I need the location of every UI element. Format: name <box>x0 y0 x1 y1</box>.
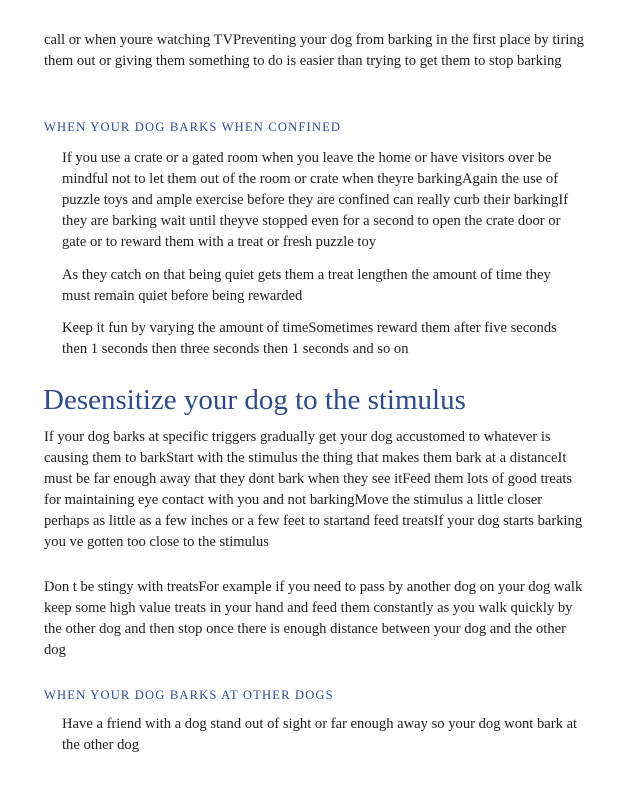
other-dogs-paragraph-1: Have a friend with a dog stand out of sight or far enough away so your dog wont bark at the other dog <box>62 716 578 753</box>
desensitize-paragraph-2: Don t be stingy with treatsFor example if you need to pass by another dog on your dog walk keep some high value treats in your hand and feed them constantly as you walk quickly by the other dog and then stop once there is enough distance between your dog and the other dog <box>44 579 583 658</box>
heading-desensitize: Desensitize your dog to the stimulus <box>43 384 466 416</box>
desensitize-paragraph-1: If your dog barks at specific triggers gradually get your dog accustomed to whatever is causing them to barkStart with the stimulus the thing that makes them bark at a distanceIt must be far enough away that they dont bark when they see itFeed them lots of good treats for maintaining eye contact with you and not barkingMove the stimulus a little closer perhaps as little as a few inches or a few feet to startand feed treatsIf your dog starts barking you ve gotten too close to the stimulus <box>44 429 583 550</box>
confined-paragraph-3: Keep it fun by varying the amount of timeSometimes reward them after five seconds then 1 seconds then three seconds then 1 seconds and so on <box>62 320 557 357</box>
intro-paragraph: call or when youre watching TVPreventing your dog from barking in the first place by tiring them out or giving them something to do is easier than trying to get them to stop barking <box>44 32 584 69</box>
confined-paragraph-1: If you use a crate or a gated room when you leave the home or have visitors over be mindful not to let them out of the room or crate when theyre barkingAgain the use of puzzle toys and ample exercise before they are confined can really curb their barkingIf they are barking wait until theyve stopped even for a second to open the crate door or gate or to reward them with a treat or fresh puzzle toy <box>62 150 569 250</box>
heading-other-dogs: WHEN YOUR DOG BARKS AT OTHER DOGS <box>44 688 334 702</box>
confined-paragraph-2: As they catch on that being quiet gets them a treat lengthen the amount of time they must remain quiet before being rewarded <box>62 267 551 304</box>
heading-when-confined: WHEN YOUR DOG BARKS WHEN CONFINED <box>44 120 342 134</box>
